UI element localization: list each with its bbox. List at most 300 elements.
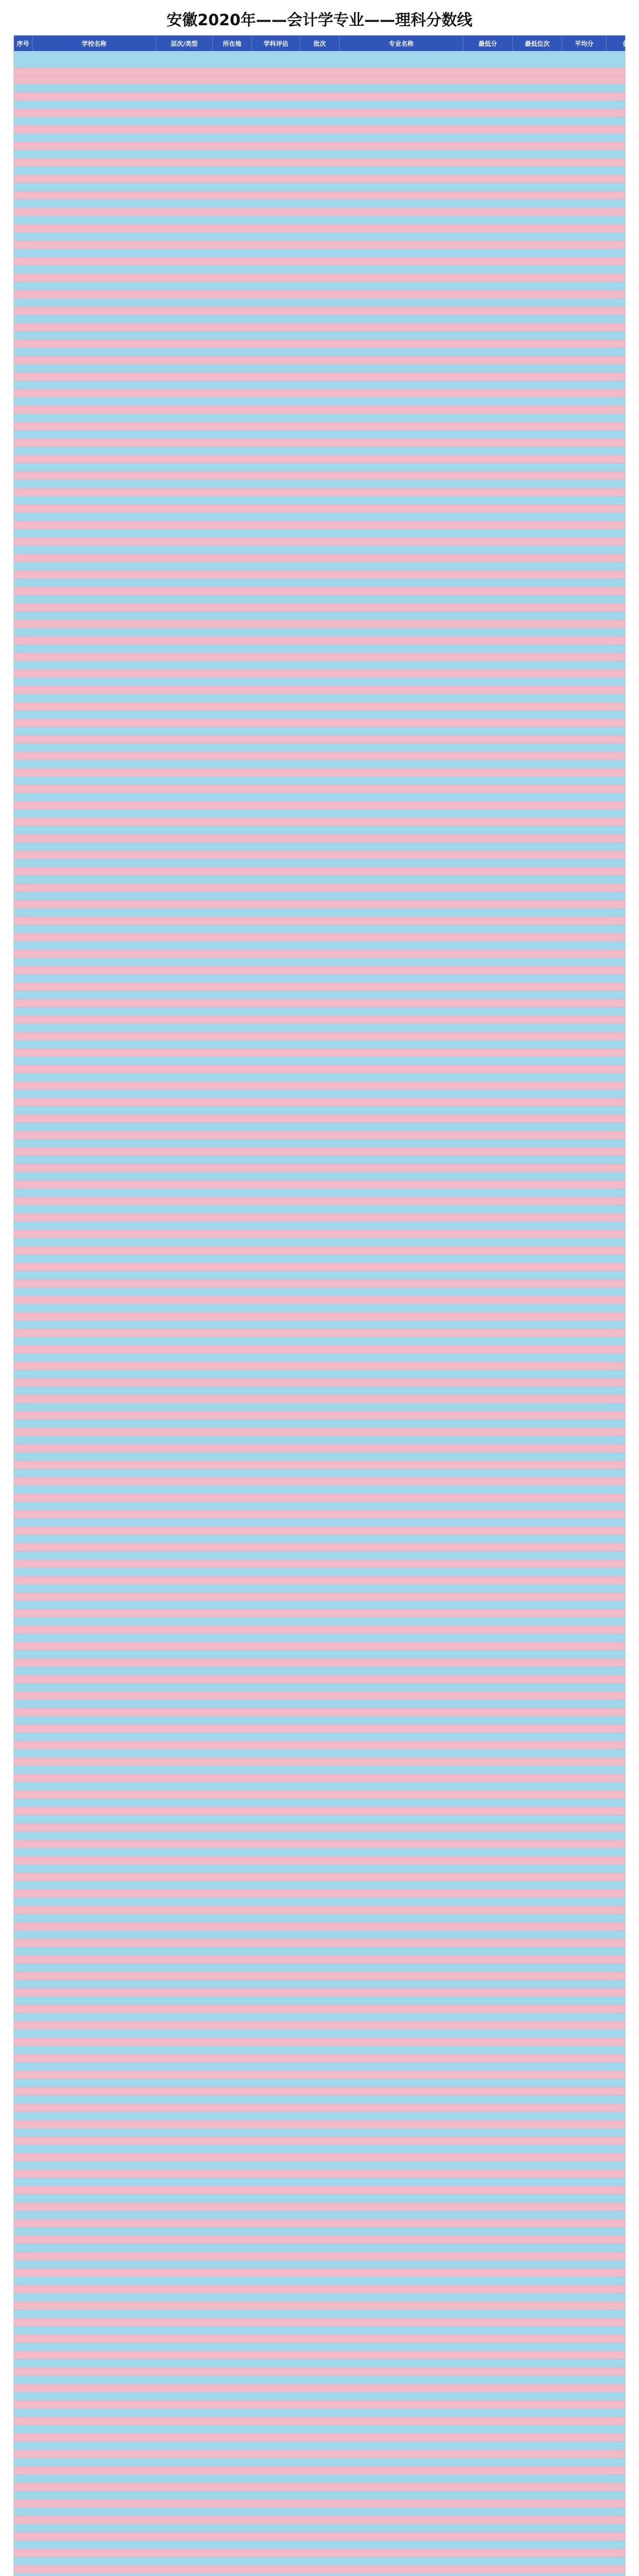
table-row <box>14 1691 625 1700</box>
table-row <box>14 2351 625 2359</box>
table-row <box>14 1527 625 1535</box>
table-row <box>14 513 625 521</box>
table-row <box>14 2334 625 2343</box>
table-row <box>14 1881 625 1889</box>
table-row <box>14 2021 625 2029</box>
col-min-score: 最低分 <box>463 36 513 51</box>
table-row <box>14 2475 625 2483</box>
table-row <box>14 117 625 125</box>
table-row <box>14 1213 625 1222</box>
table-row <box>14 2573 625 2576</box>
table-row <box>14 2392 625 2400</box>
table-row <box>14 892 625 900</box>
table-row <box>14 1592 625 1601</box>
table-row <box>14 933 625 941</box>
page-title: 安徽2020年——会计学专业——理科分数线 <box>166 11 473 29</box>
table-row <box>14 950 625 958</box>
table-row <box>14 1510 625 1518</box>
table-row <box>14 595 625 603</box>
table-row <box>14 752 625 760</box>
table-row <box>14 1815 625 1823</box>
table-row <box>14 1378 625 1386</box>
table-row <box>14 653 625 661</box>
table-row <box>14 1518 625 1527</box>
table-row <box>14 133 625 142</box>
table-row <box>14 471 625 480</box>
table-row <box>14 1749 625 1757</box>
table-row <box>14 1246 625 1255</box>
table-row <box>14 587 625 595</box>
table-row <box>14 1131 625 1139</box>
table-row <box>14 1205 625 1213</box>
table-row <box>14 1197 625 1205</box>
table-row <box>14 1889 625 1897</box>
table-row <box>14 1996 625 2005</box>
table-row <box>14 677 625 686</box>
table-row <box>14 1279 625 1287</box>
table-row <box>14 2310 625 2318</box>
table-row <box>14 1922 625 1930</box>
table-row <box>14 941 625 950</box>
table-row <box>14 67 625 76</box>
table-row <box>14 1625 625 1634</box>
table-row <box>14 1601 625 1609</box>
table-row <box>14 1477 625 1485</box>
table-row <box>14 463 625 471</box>
table-row <box>14 735 625 743</box>
table-row <box>14 175 625 183</box>
table-row <box>14 1353 625 1362</box>
table-row <box>14 669 625 677</box>
table-row <box>14 224 625 232</box>
table-row <box>14 645 625 653</box>
table-row <box>14 2194 625 2202</box>
table-row <box>14 1667 625 1675</box>
table-row <box>14 1139 625 1147</box>
table-row <box>14 1263 625 1271</box>
table-row <box>14 1485 625 1494</box>
table-row <box>14 348 625 356</box>
table-row <box>14 2071 625 2079</box>
table-row <box>14 307 625 315</box>
table-row <box>14 1576 625 1584</box>
table-row <box>14 2079 625 2087</box>
table-row <box>14 2301 625 2310</box>
table-row <box>14 2038 625 2046</box>
table-row <box>14 537 625 546</box>
table-row <box>14 2499 625 2507</box>
col-major: 专业名称 <box>340 36 463 51</box>
table-row <box>14 1180 625 1189</box>
table-row <box>14 842 625 851</box>
table-row <box>14 925 625 933</box>
table-row <box>14 1189 625 1197</box>
table-row <box>14 2293 625 2301</box>
table-row <box>14 2491 625 2499</box>
table-row <box>14 199 625 208</box>
table-row <box>14 2557 625 2565</box>
table-row <box>14 768 625 776</box>
col-school: 学校名称 <box>32 36 156 51</box>
table-row <box>14 298 625 307</box>
table-row <box>14 372 625 381</box>
table-row <box>14 1972 625 1980</box>
table-row <box>14 389 625 397</box>
table-row <box>14 59 625 67</box>
table-row <box>14 2450 625 2458</box>
table-row <box>14 2013 625 2021</box>
table-row <box>14 2433 625 2442</box>
table-row <box>14 1296 625 1304</box>
table-row <box>14 1700 625 1708</box>
table-row <box>14 496 625 504</box>
table-row <box>14 1469 625 1477</box>
table-row <box>14 1007 625 1015</box>
table-row <box>14 249 625 257</box>
table-row <box>14 1048 625 1057</box>
table-row <box>14 1733 625 1741</box>
table-row <box>14 125 625 133</box>
table-row <box>14 331 625 340</box>
table-row <box>14 1106 625 1114</box>
table-row <box>14 2326 625 2334</box>
table-row <box>14 109 625 117</box>
table-row <box>14 364 625 372</box>
table-row <box>14 1419 625 1428</box>
table-row <box>14 1865 625 1873</box>
table-row <box>14 158 625 166</box>
table-row <box>14 710 625 719</box>
table-row <box>14 1230 625 1238</box>
table-row <box>14 2095 625 2104</box>
table-row <box>14 274 625 282</box>
table-row <box>14 2458 625 2466</box>
table-row <box>14 1642 625 1650</box>
table-row <box>14 612 625 620</box>
table-row <box>14 1897 625 1906</box>
table-row <box>14 1790 625 1799</box>
table-row <box>14 2170 625 2178</box>
table-row <box>14 529 625 537</box>
table-row <box>14 2128 625 2137</box>
table-row <box>14 2005 625 2013</box>
table-row <box>14 2400 625 2409</box>
col-tier: 层次/类型 <box>156 36 213 51</box>
table-row <box>14 1560 625 1568</box>
table-row <box>14 1452 625 1461</box>
table-row <box>14 1147 625 1156</box>
table-row <box>14 1436 625 1444</box>
table-row <box>14 2549 625 2557</box>
table-row <box>14 241 625 249</box>
table-row <box>14 2029 625 2038</box>
table-row <box>14 702 625 710</box>
table-row <box>14 826 625 834</box>
table-row <box>14 356 625 364</box>
table-row <box>14 340 625 348</box>
table-row <box>14 1065 625 1073</box>
table-row <box>14 991 625 999</box>
table-row <box>14 191 625 199</box>
table-row <box>14 488 625 496</box>
table-row <box>14 2343 625 2351</box>
table-row <box>14 2540 625 2549</box>
table-row <box>14 1650 625 1658</box>
table-row <box>14 480 625 488</box>
table-row <box>14 2425 625 2433</box>
table-row <box>14 2120 625 2128</box>
table-row <box>14 1345 625 1353</box>
table-row <box>14 776 625 785</box>
table-row <box>14 2268 625 2277</box>
table-row <box>14 521 625 529</box>
table-row <box>14 84 625 92</box>
table-row <box>14 603 625 612</box>
table-row <box>14 958 625 966</box>
table-row <box>14 2483 625 2491</box>
table-row <box>14 1799 625 1807</box>
table-row <box>14 455 625 463</box>
table-row <box>14 661 625 669</box>
table-row <box>14 2178 625 2186</box>
table-row <box>14 1386 625 1395</box>
table-row <box>14 2466 625 2475</box>
table-row <box>14 2137 625 2145</box>
table-row <box>14 2227 625 2235</box>
table-row <box>14 974 625 982</box>
table-row <box>14 966 625 974</box>
table-row <box>14 1617 625 1625</box>
table-row <box>14 2252 625 2260</box>
table-row <box>14 1222 625 1230</box>
table-row <box>14 166 625 175</box>
table-row <box>14 1057 625 1065</box>
table-row <box>14 1856 625 1865</box>
table-row <box>14 2507 625 2516</box>
table-row <box>14 265 625 274</box>
table-row <box>14 183 625 191</box>
table-row <box>14 900 625 908</box>
table-row <box>14 1980 625 1988</box>
table-row <box>14 1634 625 1642</box>
table-row <box>14 1271 625 1279</box>
table-row <box>14 208 625 216</box>
table-row <box>14 1032 625 1040</box>
table-row <box>14 1024 625 1032</box>
col-min-rank: 最低位次 <box>513 36 562 51</box>
table-row <box>14 1947 625 1955</box>
table-row <box>14 1658 625 1667</box>
table-row <box>14 1535 625 1543</box>
table-row <box>14 1782 625 1790</box>
table-row <box>14 2161 625 2170</box>
table-row <box>14 867 625 875</box>
col-index: 序号 <box>14 36 32 51</box>
table-row <box>14 2087 625 2095</box>
table-row <box>14 2318 625 2326</box>
table-row <box>14 1395 625 1403</box>
table-row <box>14 2186 625 2194</box>
table-row <box>14 2376 625 2384</box>
table-row <box>14 908 625 917</box>
table-row <box>14 1164 625 1172</box>
table-row <box>14 1683 625 1691</box>
table-row <box>14 694 625 702</box>
table-row <box>14 760 625 768</box>
table-row <box>14 397 625 405</box>
table-row <box>14 719 625 727</box>
col-location: 所在地 <box>213 36 252 51</box>
table-row <box>14 447 625 455</box>
table-row <box>14 859 625 867</box>
table-row <box>14 1156 625 1164</box>
col-eval: 学科评估 <box>252 36 300 51</box>
table-row <box>14 628 625 636</box>
table-row <box>14 1609 625 1617</box>
table-row <box>14 1370 625 1378</box>
table-row <box>14 1090 625 1098</box>
table-row <box>14 2409 625 2417</box>
table-row <box>14 290 625 298</box>
table-row <box>14 2219 625 2227</box>
table-row <box>14 801 625 809</box>
table-row <box>14 282 625 290</box>
table-row <box>14 2442 625 2450</box>
table-row <box>14 1320 625 1329</box>
table-row <box>14 76 625 84</box>
table-row <box>14 809 625 818</box>
table-row <box>14 1774 625 1782</box>
table-row <box>14 1551 625 1560</box>
table-row <box>14 785 625 793</box>
table-row <box>14 1963 625 1972</box>
table-row <box>14 1939 625 1947</box>
table-row <box>14 150 625 158</box>
table-row <box>14 2145 625 2153</box>
table-row <box>14 1312 625 1320</box>
table-row <box>14 834 625 842</box>
table-row <box>14 414 625 422</box>
table-row <box>14 2384 625 2392</box>
table-row <box>14 1708 625 1716</box>
table-row <box>14 579 625 587</box>
table-row <box>14 1015 625 1024</box>
table-row <box>14 636 625 645</box>
table-row <box>14 875 625 884</box>
table-row <box>14 1494 625 1502</box>
table-row <box>14 1873 625 1881</box>
table-row <box>14 2062 625 2071</box>
table-row <box>14 1362 625 1370</box>
table-row <box>14 2046 625 2054</box>
table-row <box>14 2112 625 2120</box>
table-row <box>14 2367 625 2376</box>
table-row <box>14 1930 625 1939</box>
table-row <box>14 430 625 438</box>
table-row <box>14 793 625 801</box>
table-row <box>14 323 625 331</box>
table-row <box>14 1741 625 1749</box>
table-row <box>14 2417 625 2425</box>
col-avg-score: 平均分 <box>562 36 607 51</box>
table-row <box>14 743 625 752</box>
table-row <box>14 1123 625 1131</box>
table-row <box>14 554 625 562</box>
table-row <box>14 562 625 570</box>
table-row <box>14 1568 625 1576</box>
table-row <box>14 1114 625 1123</box>
table-row <box>14 1766 625 1774</box>
table-row <box>14 1255 625 1263</box>
table-row <box>14 1914 625 1922</box>
table-row <box>14 546 625 554</box>
table-row <box>14 851 625 859</box>
table-row <box>14 2285 625 2293</box>
table-row <box>14 1411 625 1419</box>
col-batch: 批次 <box>300 36 340 51</box>
table-row <box>14 92 625 100</box>
table-row <box>14 2359 625 2367</box>
table-row <box>14 884 625 892</box>
table-row <box>14 1848 625 1856</box>
table-row <box>14 2277 625 2285</box>
table-row <box>14 1428 625 1436</box>
table-row <box>14 982 625 991</box>
table-row <box>14 2235 625 2244</box>
table-row <box>14 2153 625 2161</box>
table-row <box>14 1403 625 1411</box>
table-row <box>14 2244 625 2252</box>
table-row <box>14 2260 625 2268</box>
table-row <box>14 1675 625 1683</box>
table-row <box>14 405 625 414</box>
table-row <box>14 1461 625 1469</box>
table-row <box>14 1823 625 1832</box>
table-row <box>14 1988 625 1996</box>
table-row <box>14 1172 625 1180</box>
table-row <box>14 51 625 59</box>
table-row <box>14 438 625 447</box>
table-row <box>14 2516 625 2524</box>
table-row <box>14 1832 625 1840</box>
table-row <box>14 1040 625 1048</box>
table-row <box>14 1807 625 1815</box>
table-row <box>14 1584 625 1592</box>
table-row <box>14 1238 625 1246</box>
table-row <box>14 142 625 150</box>
table-row <box>14 232 625 241</box>
table-row <box>14 2524 625 2532</box>
table-row <box>14 2104 625 2112</box>
table-body <box>14 51 625 2576</box>
table-row <box>14 257 625 265</box>
table-row <box>14 999 625 1007</box>
score-table <box>13 35 635 2576</box>
table-row <box>14 818 625 826</box>
table-row <box>14 1073 625 1081</box>
table-row <box>14 1098 625 1106</box>
table-row <box>14 1906 625 1914</box>
table-row <box>14 1337 625 1345</box>
table-row <box>14 2211 625 2219</box>
table-row <box>14 422 625 430</box>
table-header <box>14 36 635 51</box>
table-row <box>14 2565 625 2573</box>
table-row <box>14 686 625 694</box>
table-row <box>14 1329 625 1337</box>
col-notes: 备注 <box>622 40 635 47</box>
table-row <box>14 1543 625 1551</box>
